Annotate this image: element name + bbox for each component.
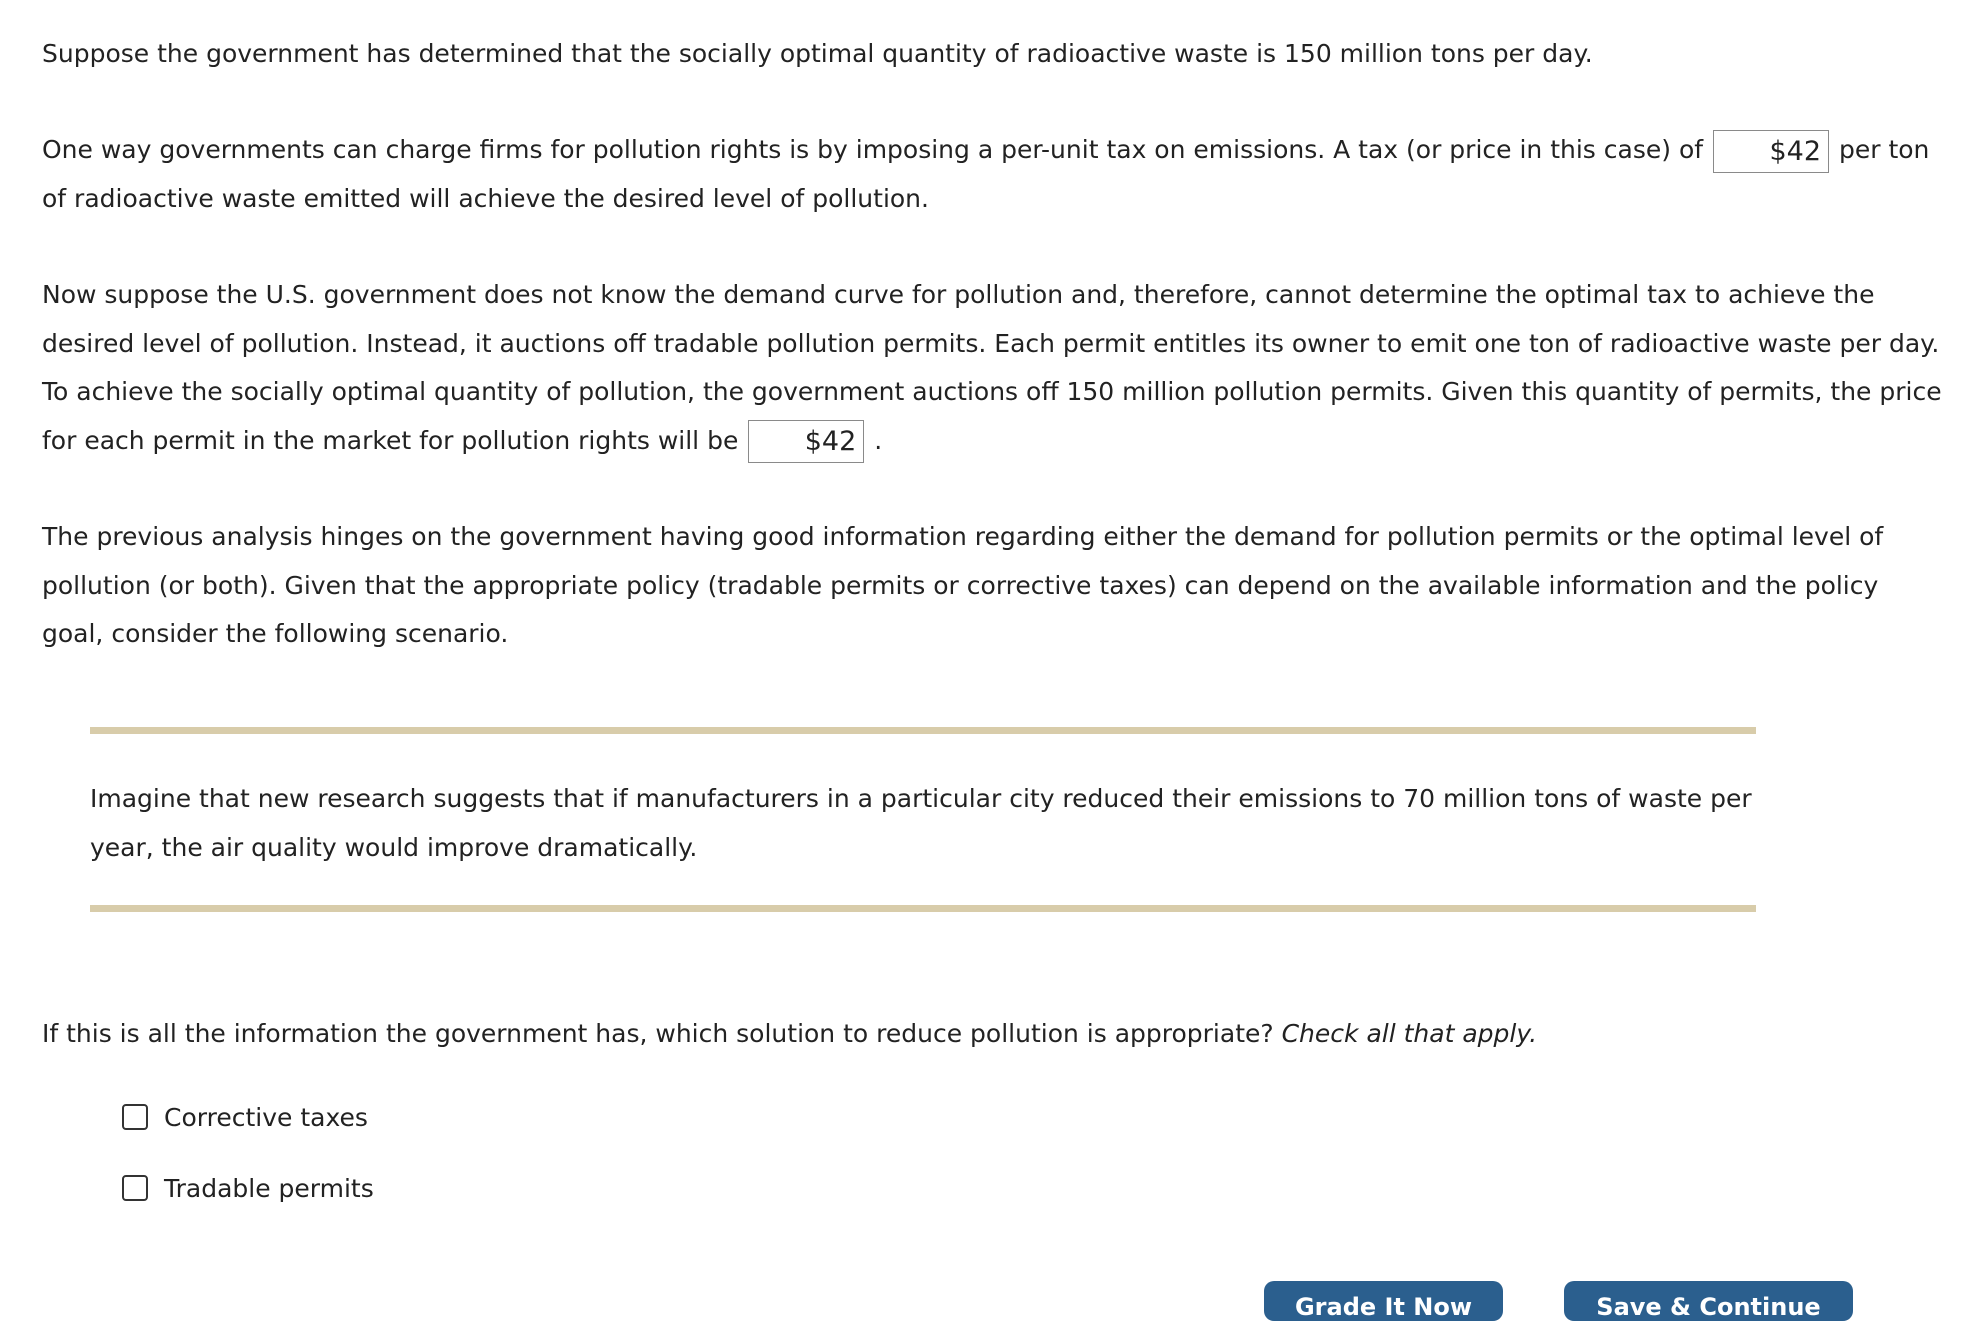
grade-it-now-button[interactable]: Grade It Now — [1264, 1281, 1503, 1321]
permits-text-after: . — [874, 425, 883, 455]
option-label: Corrective taxes — [164, 1102, 368, 1132]
tax-text-after: per ton of radioactive waste emitted will achieve the desired level of pollution. — [42, 135, 1930, 213]
checkbox-corrective-taxes[interactable] — [122, 1104, 148, 1130]
checkbox-tradable-permits[interactable] — [122, 1175, 148, 1201]
question-text: If this is all the information the government has, which solution to reduce pollution is appropriate? — [42, 1019, 1274, 1048]
question-prompt — [42, 1010, 1942, 1059]
permits-text-before: Now suppose the U.S. government does not know the demand curve for pollution and, therefore, cannot determine the optimal tax to achieve the desired level of pollution. Instead, it auctions off tradable pollution permits. Each permit entitles its owner to emit one ton of radioactive waste per day. To achieve the socially optimal quantity of pollution, the government auctions off 150 million pollution permits. Given this quantity of permits, the price for each permit in the market for pollution rights will be — [42, 280, 1942, 455]
tax-paragraph — [42, 126, 1942, 223]
question-instruction: Check all that apply. — [1281, 1019, 1538, 1048]
scenario-paragraph: Imagine that new research suggests that if manufacturers in a particular city reduced their emissions to 70 million tons of waste per year, the air quality would improve dramatically. — [90, 784, 1752, 862]
permit-price-answer-field[interactable]: $42 — [748, 420, 864, 463]
analysis-paragraph: The previous analysis hinges on the government having good information regarding either the demand for pollution permits or the optimal level of pollution (or both). Given that the appropriate policy (tradable permits or corrective taxes) can depend on the available information and the policy goal, consider the following scenario. — [42, 522, 1884, 648]
option-tradable-permits[interactable] — [122, 1168, 374, 1208]
tax-answer-field[interactable]: $42 — [1713, 130, 1829, 173]
scenario-top-divider — [90, 727, 1756, 734]
permits-paragraph — [42, 271, 1942, 465]
save-continue-button[interactable]: Save & Continue — [1564, 1281, 1853, 1321]
scenario-bottom-divider — [90, 905, 1756, 912]
option-corrective-taxes[interactable] — [122, 1097, 368, 1137]
tax-text-before: One way governments can charge firms for pollution rights is by imposing a per-unit tax on emissions. A tax (or price in this case) of — [42, 135, 1704, 164]
option-label: Tradable permits — [164, 1173, 374, 1203]
intro-paragraph: Suppose the government has determined that the socially optimal quantity of radioactive waste is 150 million tons per day. — [42, 39, 1593, 68]
